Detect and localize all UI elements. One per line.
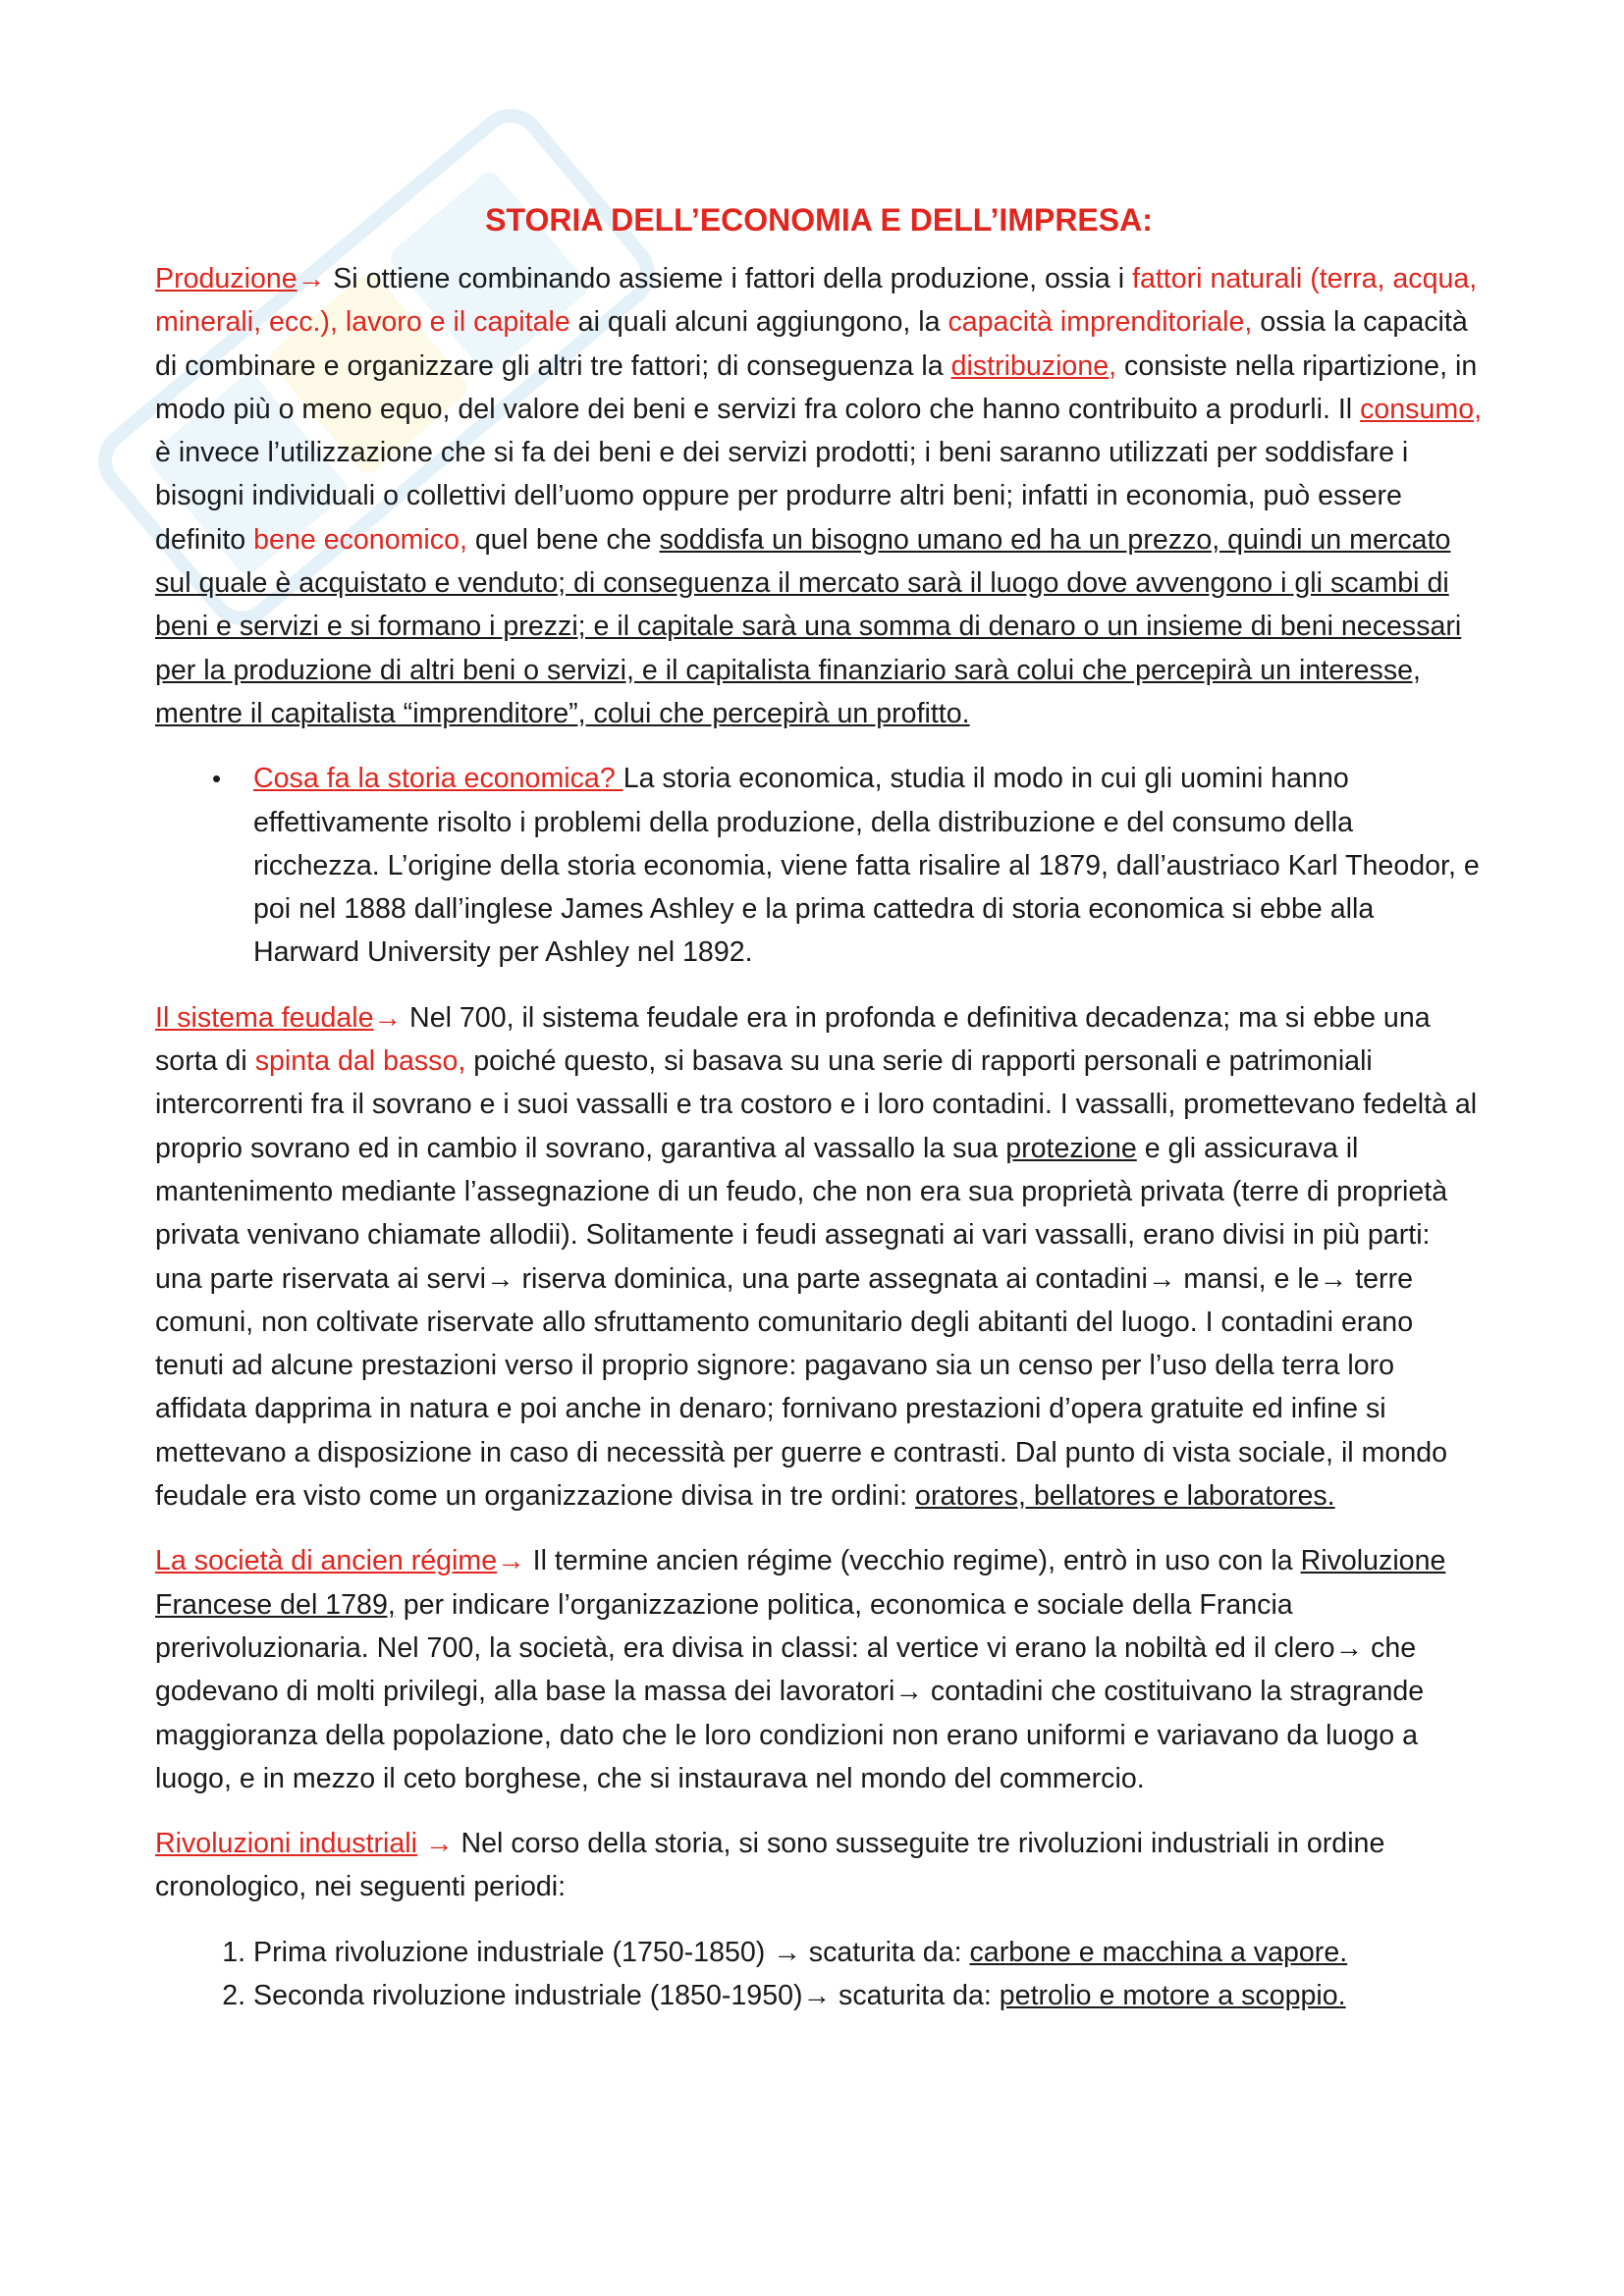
list-item: • Cosa fa la storia economica? La storia economica, studia il modo in cui gli uomini hanno effettivamente risolto i problemi della produzione, della distribuzione e del consumo della ricchezza. L’origine della storia economia, viene fatta risalire al 1879, dall’austriaco Karl Theodor, e poi nel 1888 dall’inglese James Ashley e la prima cattedra di storia economica si ebbe alla Harward University per Ashley nel 1892. [253, 757, 1483, 974]
paragraph-ancien-regime: La società di ancien régime→ Il termine ancien régime (vecchio regime), entrò in uso con la Rivoluzione Francese del 1789, per indicare l’organizzazione politica, economica e sociale della Francia prerivoluzionaria. Nel 700, la società, era divisa in classi: al vertice vi erano la nobiltà ed il clero→ che godevano di molti privilegi, alla base la massa dei lavoratori→ contadini che costituivano la stragrande maggioranza della popolazione, dato che le loro condizioni non erano uniformi e variavano da luogo a luogo, e in mezzo il ceto borghese, che si instaurava nel mondo del commercio. [155, 1545, 1446, 1794]
page-title: STORIA DELL’ECONOMIA E DELL’IMPRESA: [485, 202, 1153, 238]
arrow-icon: → [373, 1001, 403, 1034]
underlined-definition: soddisfa un bisogno umano ed ha un prezzo, quindi un mercato sul quale è acquistato e venduto; di conseguenza il mercato sarà il luogo dove avvengono i gli scambi di beni e servizi e si formano i prezzi; e il capitale sarà una somma di denaro o un insieme di beni necessari per la produzione di altri beni o servizi, e il capitalista finanziario sarà colui che percepirà un interesse, mentre il capitalista “imprenditore”, colui che percepirà un profitto. [155, 523, 1462, 729]
arrow-icon: → [297, 263, 326, 294]
bullet-list [155, 757, 1483, 974]
term-produzione: Produzione [155, 263, 298, 294]
term-spinta-dal-basso: spinta dal basso, [254, 1045, 466, 1078]
numbered-list [155, 1931, 1483, 2018]
term-ancien-regime: La società di ancien régime [155, 1545, 498, 1577]
paragraph-produzione: Produzione→ Si ottiene combinando assieme i fattori della produzione, ossia i fattori naturali (terra, acqua, minerali, ecc.), lavoro e il capitale ai quali alcuni aggiungono, la capacità imprenditoriale, ossia la capacità di combinare e organizzare gli altri tre fattori; di conseguenza la distribuzione, consiste nella ripartizione, in modo più o meno equo, del valore dei beni e servizi fra coloro che hanno contribuito a produrli. Il consumo, è invece l’utilizzazione che si fa dei beni e dei servizi prodotti; i beni saranno utilizzati per soddisfare i bisogni individuali o collettivi dell’uomo oppure per produrre altri beni; infatti in economia, può essere definito bene economico, quel bene che soddisfa un bisogno umano ed ha un prezzo, quindi un mercato sul quale è acquistato e venduto; di conseguenza il mercato sarà il luogo dove avvengono i gli scambi di beni e servizi e si formano i prezzi; e il capitale sarà una somma di denaro o un insieme di beni necessari per la produzione di altri beni o servizi, e il capitalista finanziario sarà colui che percepirà un interesse, mentre il capitalista “imprenditore”, colui che percepirà un profitto. [155, 263, 1483, 729]
term-fattori: fattori naturali (terra, acqua, minerali, ecc.), lavoro e il capitale [155, 263, 1478, 339]
arrow-icon: → [497, 1545, 525, 1577]
term-consumo: consumo, [1360, 393, 1483, 425]
arrow-icon: → [1334, 1631, 1364, 1664]
arrow-icon: → [894, 1676, 923, 1708]
bullet-icon: • [212, 764, 222, 794]
term-capacita: capacità imprenditoriale, [947, 306, 1253, 339]
underlined-cause: carbone e macchina a vapore. [969, 1936, 1348, 1968]
underlined-cause: petrolio e motore a scoppio. [999, 1979, 1346, 2011]
list-item: 1. Prima rivoluzione industriale (1750-1850) → scaturita da: carbone e macchina a vapore. [253, 1931, 1483, 1974]
term-storia-economica: Cosa fa la storia economica? [253, 763, 623, 795]
paragraph-feudale: Il sistema feudale→ Nel 700, il sistema feudale era in profonda e definitiva decadenza; ma si ebbe una sorta di spinta dal basso, poiché questo, si basava su una serie di rapporti personali e patrimoniali intercorrenti fra il sovrano e i suoi vassalli e tra costoro e i loro contadini. I vassalli, promettevano fedeltà al proprio sovrano ed in cambio il sovrano, garantiva al vassallo la sua protezione e gli assicurava il mantenimento mediante l’assegnazione di un feudo, che non era sua proprietà privata (terre di proprietà privata venivano chiamate allodii). Solitamente i feudi assegnati ai vari vassalli, erano divisi in più parti: una parte riservata ai servi→ riserva dominica, una parte assegnata ai contadini→ mansi, e le→ terre comuni, non coltivate riservate allo sfruttamento comunitario degli abitanti del luogo. I contadini erano tenuti ad alcune prestazioni verso il proprio signore: pagavano sia un censo per l’uso della terra loro affidata dapprima in natura e poi anche in denaro; fornivano prestazioni d’opera gratuite ed infine si mettevano a disposizione in caso di necessità per guerre e contrasti. Dal punto di vista sociale, il mondo feudale era visto come un organizzazione divisa in tre ordini: oratores, bellatores e laboratores. [155, 1001, 1478, 1513]
term-sistema-feudale: Il sistema feudale [155, 1001, 374, 1034]
arrow-icon: → [1147, 1262, 1176, 1295]
document-page [155, 192, 1483, 2039]
term-bene-economico: bene economico, [253, 523, 467, 556]
list-item: 2. Seconda rivoluzione industriale (1850-1950)→ scaturita da: petrolio e motore a scoppio. [253, 1974, 1483, 2017]
term-rivoluzione-francese: Rivoluzione Francese del 1789, [155, 1545, 1446, 1621]
arrow-icon: → [1319, 1262, 1348, 1295]
arrow-icon: → [417, 1828, 454, 1860]
term-distribuzione: distribuzione [950, 349, 1110, 382]
paragraph-rivoluzioni: Rivoluzioni industriali → Nel corso della storia, si sono susseguite tre rivoluzioni industriali in ordine cronologico, nei seguenti periodi: [155, 1828, 1385, 1903]
term-ordini: oratores, bellatores e laboratores. [915, 1480, 1335, 1513]
arrow-icon: → [485, 1262, 514, 1295]
term-protezione: protezione [1005, 1132, 1137, 1164]
term-rivoluzioni-industriali: Rivoluzioni industriali [155, 1828, 417, 1860]
